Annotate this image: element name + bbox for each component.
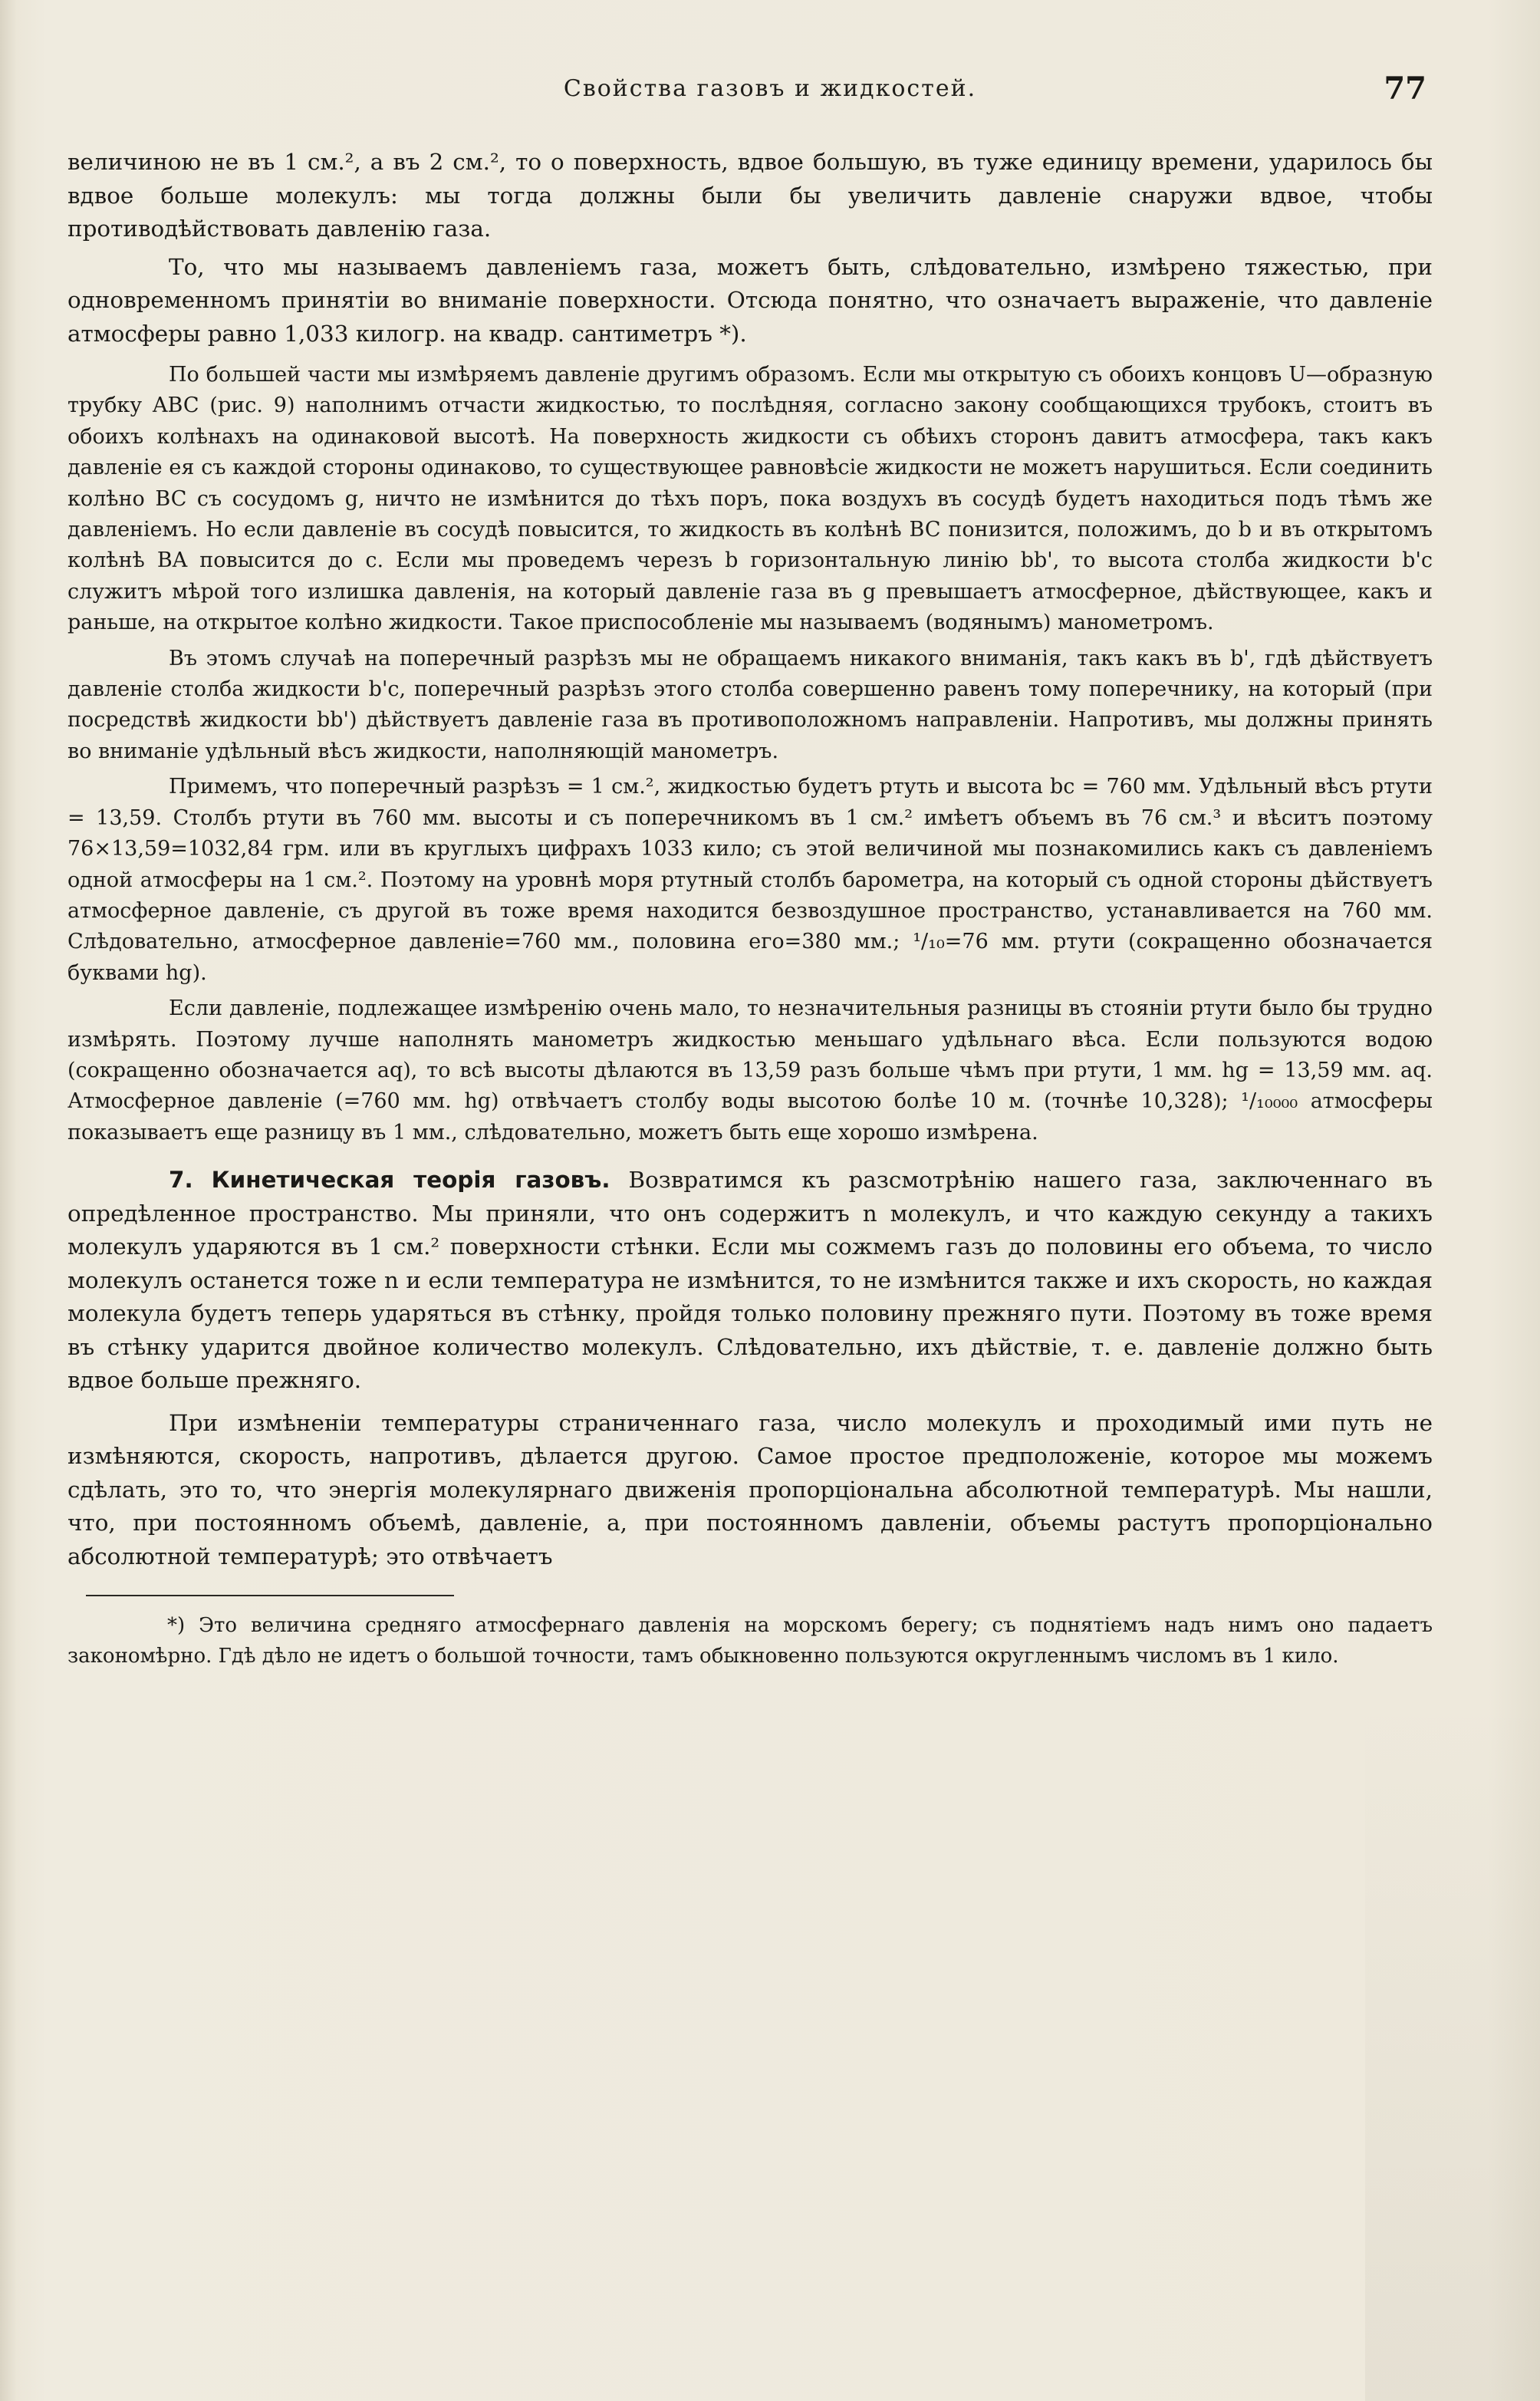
footnote: *) Это величина средняго атмосфернаго давленія на морскомъ берегу; съ поднятіемъ надъ нимъ оно падаетъ закономѣрно. Гдѣ дѣло не идетъ о большой точности, тамъ обыкновенно пользуются округленнымъ числомъ въ 1 кило. — [67, 1614, 1433, 1668]
paragraph: Примемъ, что поперечный разрѣзъ = 1 см.², жидкостью будетъ ртуть и высота bc = 760 мм. Удѣльный вѣсъ ртути = 13,59. Столбъ ртути въ 760 мм. высоты и съ поперечникомъ въ 1 см.² имѣетъ объемъ въ 76 см.³ и вѣситъ поэтому 76×13,59=1032,84 грм. или въ круглыхъ цифрахъ 1033 кило; съ этой величиной мы познакомились какъ съ давленіемъ одной атмосферы на 1 см.². Поэтому на уровнѣ моря ртутный столбъ барометра, на который съ одной стороны дѣйствуетъ атмосферное давленіе, съ другой въ тоже время находится безвоздушное пространство, устанавливается на 760 мм. Слѣдовательно, атмосферное давленіе=760 мм., половина его=380 мм.; ¹/₁₀=76 мм. ртути (сокращенно обозначается буквами hg). — [67, 775, 1433, 985]
paragraph: величиною не въ 1 см.², а въ 2 см.², то о поверхность, вдвое большую, въ туже единицу времени, ударилось бы вдвое больше молекулъ: мы тогда должны были бы увеличить давленіе снаружи вдвое, чтобы противодѣйствовать давленію газа. — [67, 149, 1433, 242]
paragraph: По большей части мы измѣряемъ давленіе другимъ образомъ. Если мы открытую съ обоихъ концовъ U—образную трубку ABC (рис. 9) наполнимъ отчасти жидкостью, то послѣдняя, согласно закону сообщающихся трубокъ, стоитъ въ обоихъ колѣнахъ на одинаковой высотѣ. На поверхность жидкости съ обѣихъ сторонъ давитъ атмосфера, такъ какъ давленіе ея съ каждой стороны одинаково, то существующее равновѣсіе жидкости не можетъ нарушиться. Если соединить колѣно BC съ сосудомъ g, ничто не измѣнится до тѣхъ поръ, пока воздухъ въ сосудѣ будетъ находиться подъ тѣмъ же давленіемъ. Но если давленіе въ сосудѣ повысится, то жидкость въ колѣнѣ BC понизится, положимъ, до b и въ открытомъ колѣнѣ BA повысится до c. Если мы проведемъ черезъ b горизонтальную линію bb', то высота столба жидкости b'c служитъ мѣрой того излишка давленія, на который давленіе газа въ g превышаетъ атмосферное, дѣйствующее, какъ и раньше, на открытое колѣно жидкости. Такое приспособленіе мы называемъ (водянымъ) манометромъ. — [67, 363, 1433, 635]
running-title: Свойства газовъ и жидкостей. — [563, 75, 977, 102]
section-paragraph — [67, 1164, 1433, 1398]
paragraph: Въ этомъ случаѣ на поперечный разрѣзъ мы не обращаемъ никакого вниманія, такъ какъ въ b', гдѣ дѣйствуетъ давленіе столба жидкости b'c, поперечный разрѣзъ этого столба совершенно равенъ тому поперечнику, на который (при посредствѣ жидкости bb') дѣйствуетъ давленіе газа въ противоположномъ направленіи. Напротивъ, мы должны принять во вниманіе удѣльный вѣсъ жидкости, наполняющій манометръ. — [67, 646, 1433, 763]
page-number: 77 — [1384, 71, 1426, 107]
paragraph: То, что мы называемъ давленіемъ газа, можетъ быть, слѣдовательно, измѣрено тяжестью, при одновременномъ принятіи во вниманіе поверхности. Отсюда понятно, что означаетъ выраженіе, что давленіе атмосферы равно 1,033 килогр. на квадр. сантиметръ *). — [67, 253, 1433, 347]
paragraph: Если давленіе, подлежащее измѣренію очень мало, то незначительныя разницы въ стояніи ртути было бы трудно измѣрять. Поэтому лучше наполнять манометръ жидкостью меньшаго удѣльнаго вѣса. Если пользуются водою (сокращенно обозначается aq), то всѣ высоты дѣлаются въ 13,59 разъ больше чѣмъ при ртути, 1 мм. hg = 13,59 мм. aq. Атмосферное давленіе (=760 мм. hg) отвѣчаетъ столбу воды высотою болѣе 10 м. (точнѣе 10,328); ¹/₁₀₀₀₀ атмосферы показываетъ еще разницу въ 1 мм., слѣдовательно, можетъ быть еще хорошо измѣрена. — [67, 996, 1433, 1145]
section-number: 7. — [169, 1167, 193, 1194]
scan-shadow — [1365, 1688, 1540, 2401]
section-text: Возвратимся къ разсмотрѣнію нашего газа, заключеннаго въ опредѣленное пространство. Мы приняли, что онъ содержитъ n молекулъ, и что каждую секунду a такихъ молекулъ ударяются въ 1 см.² поверхности стѣнки. Если мы сожмемъ газъ до половины его объема, то число молекулъ останется тоже n и если температура не измѣнится, то не измѣнится также и ихъ скорость, но каждая молекула будетъ теперь ударяться въ стѣнку, пройдя только половину прежняго пути. Поэтому въ тоже время въ стѣнку ударится двойное количество молекулъ. Слѣдовательно, ихъ дѣйствіе, т. е. давленіе должно быть вдвое больше прежняго. — [67, 1167, 1433, 1394]
running-header — [0, 71, 1540, 117]
footnote-divider — [86, 1595, 454, 1596]
paragraph: При измѣненіи температуры страниченнаго газа, число молекулъ и проходимый ими путь не измѣняются, скорость, напротивъ, дѣлается другою. Самое простое предположеніе, которое мы можемъ сдѣлать, это то, что энергія молекулярнаго движенія пропорціональна абсолютной температурѣ. Мы нашли, что, при постоянномъ объемѣ, давленіе, а, при постоянномъ давленіи, объемы растутъ пропорціонально абсолютной температурѣ; это отвѣчаетъ — [67, 1409, 1433, 1569]
section-title: Кинетическая теорія газовъ. — [211, 1167, 610, 1194]
main-text — [67, 146, 1433, 1671]
